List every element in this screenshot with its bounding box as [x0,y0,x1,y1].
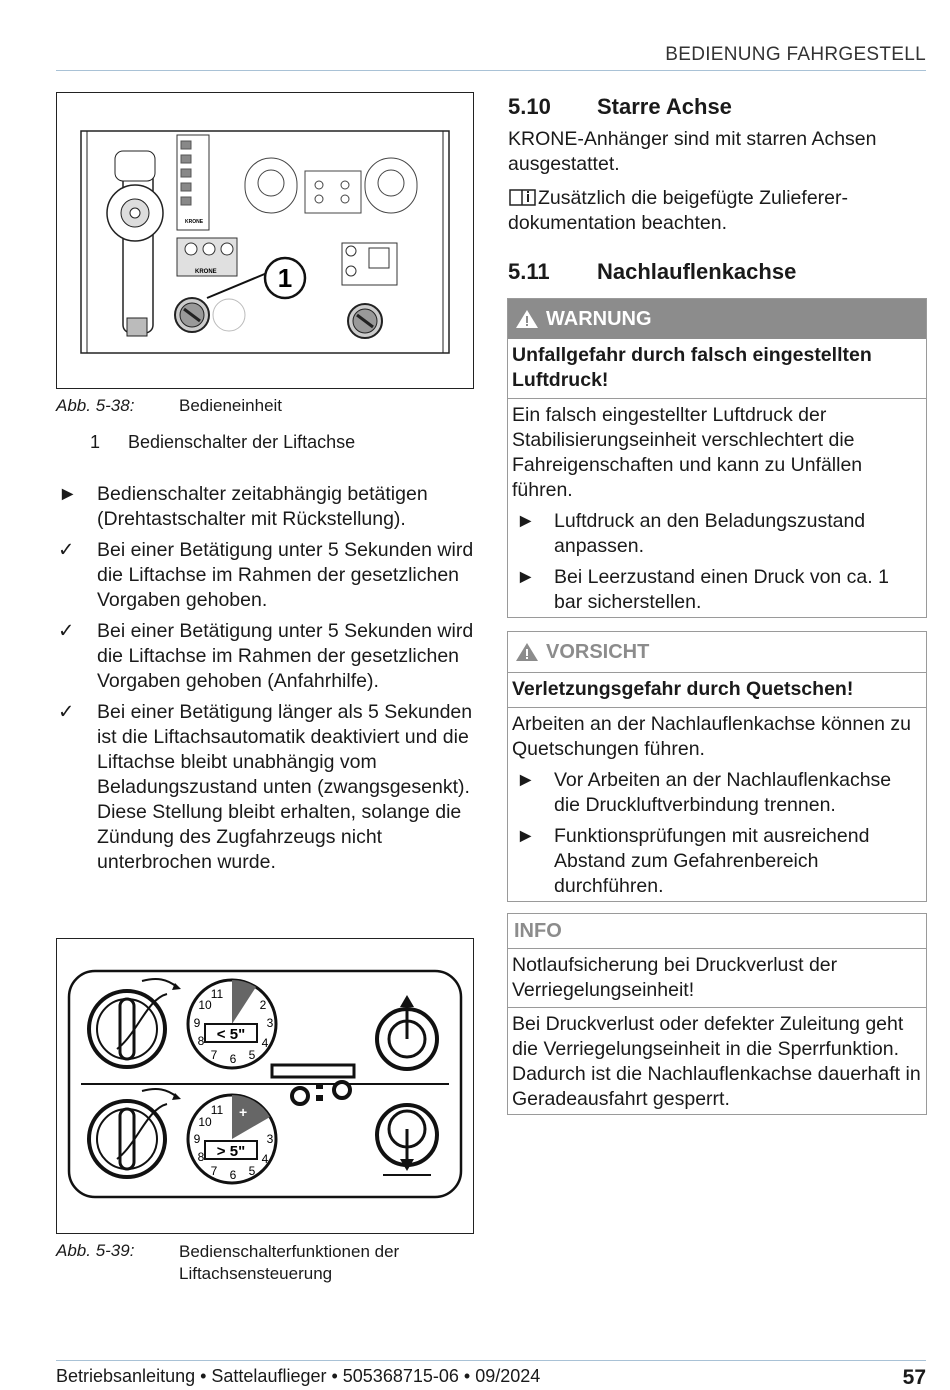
footer-rule [56,1360,926,1361]
warning-title: Unfallgefahr durch falsch eingestellten Luftdruck! [508,339,926,399]
caution-title: Verletzungsgefahr durch Quetschen! [508,673,926,708]
info-box [507,913,927,1115]
svg-text:10: 10 [198,1115,212,1129]
footer-text: Betriebsanleitung • Sattelauflieger • 505368715-06 • 09/2024 [56,1366,541,1386]
svg-text:10: 10 [198,998,212,1012]
warning-triangle-icon [514,308,540,330]
caution-box [507,631,927,902]
list-item: ► Bedienschalter zeitabhängig betätigen (Drehtastschalter mit Rückstellung). [58,483,428,530]
svg-text:KRONE: KRONE [185,219,204,225]
info-header: INFO [508,914,926,949]
callout-1: 1 [277,263,293,293]
svg-text:11: 11 [210,987,224,1001]
caution-triangle-icon [514,641,540,663]
book-info-icon [508,187,538,207]
figure-switch-functions [56,938,474,1234]
section-5-10-note: Zusätzlich die beigefügte Zuliefererdokumentation beachten. [508,187,848,234]
warning-header: WARNUNG [508,299,926,339]
warning-body: Ein falsch eingestellter Luftdruck der Stabilisierungseinheit verschlechtert die Fahreigenschaften und kann zu Unfällen führen. ► Luftdruck an den Beladungszustand anpassen. ► Bei Leerzustand einen Druck von ca. 1 bar sicherstellen. [508,399,926,617]
svg-text:7: 7 [210,1048,218,1062]
list-item: ✓ Bei einer Betätigung unter 5 Sekunden wird die Liftachse im Rahmen der gesetzlichen Vorgaben gehoben. [58,539,474,611]
svg-text:8: 8 [197,1150,205,1164]
section-5-10-text: KRONE-Anhänger sind mit starren Achsen ausgestattet. [508,128,877,175]
info-body: Notlaufsicherung bei Druckverlust der Verriegelungseinheit! Bei Druckverlust oder defekter Zuleitung geht die Verriegelungseinheit in die Sperrfunktion. Dadurch ist die Nachlauflenkachse dauerhaft in Geradeausfahrt gesperrt. [508,949,926,1114]
figure-caption-5-39: Abb. 5-39: Bedienschalterfunktionen der Liftachsensteuerung [56,1241,400,1283]
list-item: ✓ Bei einer Betätigung unter 5 Sekunden wird die Liftachse im Rahmen der gesetzlichen Vorgaben gehoben (Anfahrhilfe). [58,620,474,692]
timer-top-icon [188,980,276,1068]
switch-functions-illustration [57,939,473,1233]
svg-text:9: 9 [193,1016,201,1030]
warning-box [507,298,927,618]
caution-header: VORSICHT [508,632,926,673]
timer-bottom-icon [188,1095,276,1183]
svg-text:7: 7 [210,1164,218,1178]
svg-text:6: 6 [229,1168,237,1182]
svg-text:5: 5 [248,1164,256,1178]
svg-text:4: 4 [261,1152,269,1166]
svg-text:9: 9 [193,1132,201,1146]
svg-text:4: 4 [261,1036,269,1050]
list-item: ► Luftdruck an den Beladungszustand anpassen. [516,510,866,557]
control-unit-illustration [57,93,473,388]
figure-control-unit [56,92,474,389]
svg-text:3: 3 [266,1016,274,1030]
timer-top-label: < 5" [216,1026,246,1043]
page-number: 57 [902,1366,926,1389]
list-item: ✓ Bei einer Betätigung länger als 5 Sekunden ist die Liftachsautomatik deaktiviert und die Liftachse bleibt unabhängig vom Beladungszustand unten (zwangsgesenkt). Diese Stellung bleibt erhalten, solange die Zündung des Zugfahrzeugs nicht unterbrochen wurde. [58,701,473,873]
svg-text:11: 11 [210,1103,224,1117]
svg-text:KRONE: KRONE [195,269,217,275]
instruction-list [56,482,476,881]
svg-text:+: + [239,1104,248,1120]
list-item: ► Bei Leerzustand einen Druck von ca. 1 bar sicherstellen. [516,566,889,613]
timer-bottom-label: > 5" [216,1143,246,1160]
figure-caption-5-38: Abb. 5-38: Bedieneinheit [56,396,283,415]
svg-text:6: 6 [229,1052,237,1066]
caution-body: Arbeiten an der Nachlauflenkachse können zu Quetschungen führen. ► Vor Arbeiten an der Nachlauflenkachse die Druckluftverbindung trennen. ► Funktionsprüfungen mit ausreichend Abstand zum Gefahrenbereich durchführen. [508,708,926,901]
svg-text:5: 5 [248,1048,256,1062]
svg-text:8: 8 [197,1034,205,1048]
list-item: ► Funktionsprüfungen mit ausreichend Abstand zum Gefahrenbereich durchführen. [516,825,870,897]
running-header: BEDIENUNG FAHRGESTELL [665,44,926,65]
header-rule [56,70,926,71]
figure-legend: 1 Bedienschalter der Liftachse [90,432,356,452]
section-heading-5-11: 5.11 Nachlauflenkachse [508,259,797,284]
svg-text:3: 3 [266,1132,274,1146]
svg-text:2: 2 [259,998,267,1012]
list-item: ► Vor Arbeiten an der Nachlauflenkachse die Druckluftverbindung trennen. [516,769,892,816]
section-heading-5-10: 5.10 Starre Achse [508,94,732,119]
